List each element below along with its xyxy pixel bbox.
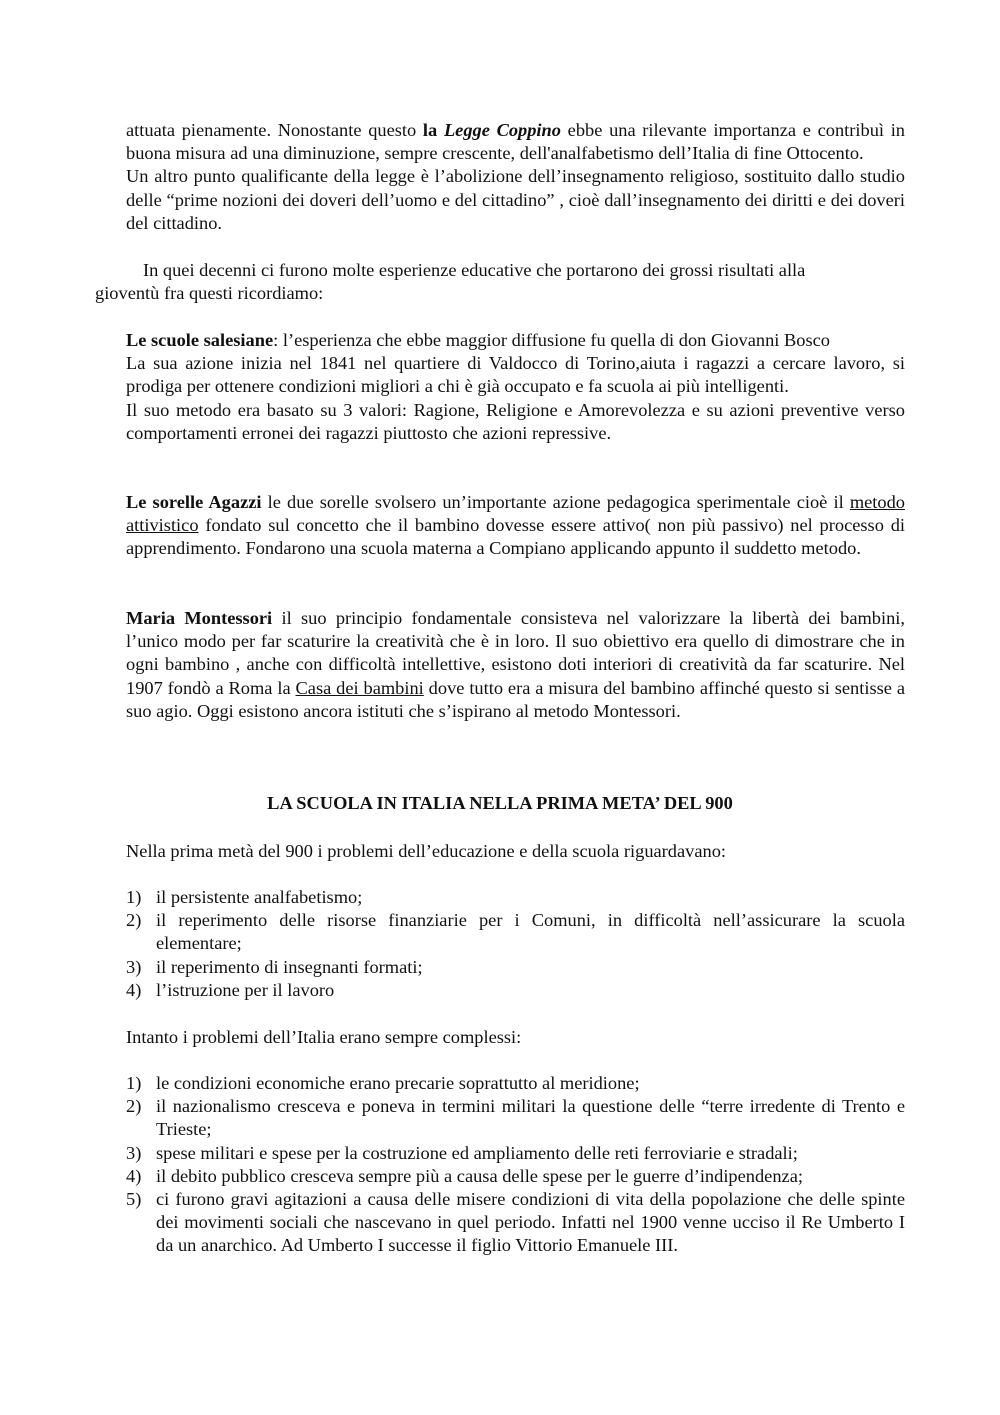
list-item-text: spese militari e spese per la costruzione ed ampliamento delle reti ferroviarie e stradali; — [156, 1142, 798, 1163]
metodo-attivistico-underlined: metodo attivistico — [126, 492, 905, 536]
list-item — [126, 1095, 905, 1141]
agazzi-text: le due sorelle svolsero un’importante azione pedagogica sperimentale cioè il — [261, 492, 850, 512]
list-item-text: l’istruzione per il lavoro — [156, 979, 335, 1000]
intro-paragraph-3-second-line — [95, 282, 905, 305]
agazzi-section — [126, 491, 905, 561]
montessori-paragraph — [126, 607, 905, 723]
list-item-number: 5) — [126, 1189, 142, 1210]
list-item — [126, 979, 905, 1002]
salesiane-paragraph-3: Il suo metodo era basato su 3 valori: Ragione, Religione e Amorevolezza e su azioni preventive verso comportamenti erronei dei ragazzi piuttosto che azioni repressive. — [126, 399, 905, 443]
montessori-heading: Maria Montessori — [126, 608, 273, 628]
list-item-number: 3) — [126, 956, 142, 977]
list-item-number: 1) — [126, 887, 142, 907]
section-intro-2: Intanto i problemi dell’Italia erano sempre complessi: — [126, 1027, 522, 1047]
list-item — [126, 1142, 905, 1165]
list-item-text: ci furono gravi agitazioni a causa delle misere condizioni di vita della popolazione che delle spinte dei movimenti sociali che nascevano in quel periodo. Infatti nel 1900 venne ucciso il Re Umberto I da un anarchico. Ad Umberto I successe il figlio Vittorio Emanuele III. — [156, 1189, 905, 1256]
salesiane-section — [126, 329, 905, 445]
intro-paragraph-3-first-line — [126, 259, 905, 282]
agazzi-text: fondato sul concetto che il bambino dovesse essere attivo( non più passivo) nel processo di apprendimento. Fondarono una scuola materna a Compiano applicando appunto il suddetto metodo. — [126, 515, 905, 559]
list-item-text: il nazionalismo cresceva e poneva in termini militari la questione delle “terre irredente di Trento e Trieste; — [156, 1096, 905, 1140]
section-title: LA SCUOLA IN ITALIA NELLA PRIMA META’ DEL 900 — [267, 793, 733, 813]
intro-text: In quei decenni ci furono molte esperienze educative che portarono dei grossi risultati alla — [143, 260, 806, 280]
list-item-number: 1) — [126, 1073, 142, 1093]
montessori-text: il suo principio fondamentale consisteva nel valorizzare la libertà dei bambini, l’unico modo per far scaturire la creatività che è in loro. Il suo obiettivo era quello di dimostrare che in ogni bambino , anche con difficoltà intellettive, esistono doti interiori di creatività da far scaturire. Nel 1907 fondò a Roma la — [126, 608, 905, 698]
list-item — [126, 1072, 905, 1095]
list-item — [126, 909, 905, 955]
salesiane-heading: Le scuole salesiane — [126, 330, 274, 350]
list-item — [126, 1165, 905, 1188]
list-item-number: 2) — [126, 1096, 142, 1117]
intro-block — [126, 119, 905, 235]
agazzi-paragraph — [126, 491, 905, 561]
intro-text: gioventù fra questi ricordiamo: — [95, 283, 324, 303]
list-item — [126, 1188, 905, 1258]
list-item-number: 2) — [126, 910, 142, 931]
list-item — [126, 956, 905, 979]
intro-text: ebbe una rilevante importanza e contribuì in buona misura ad una diminuzione, sempre crescente, dell'analfabetismo dell’Italia di fine Ottocento. — [126, 120, 905, 164]
law-name: Legge Coppino — [443, 120, 561, 140]
list-item-number: 4) — [126, 1165, 142, 1186]
salesiane-paragraph-2: La sua azione inizia nel 1841 nel quartiere di Valdocco di Torino,aiuta i ragazzi a cercare lavoro, si prodiga per ottenere condizioni migliori a chi è già occupato e fa scuola ai più intelligenti. — [126, 353, 905, 397]
problems-list-2 — [126, 1072, 905, 1258]
casa-dei-bambini-underlined: Casa dei bambini — [295, 677, 424, 698]
list-item-text: il reperimento delle risorse finanziarie per i Comuni, in difficoltà nell’assicurare la scuola elementare; — [156, 910, 905, 954]
montessori-section — [126, 607, 905, 723]
intro-paragraph-2: Un altro punto qualificante della legge è l’abolizione dell’insegnamento religioso, sostituito dallo studio delle “prime nozioni dei doveri dell’uomo e del cittadino” , cioè dall’insegnamento dei diritti e dei doveri del cittadino. — [126, 166, 905, 233]
section-intro-1: Nella prima metà del 900 i problemi dell’educazione e della scuola riguardavano: — [126, 841, 727, 861]
intro-paragraph-1 — [126, 119, 905, 165]
list-item-text: il reperimento di insegnanti formati; — [156, 956, 423, 977]
list-item-number: 4) — [126, 979, 142, 1000]
montessori-text: dove tutto era a misura del bambino affinché questo si sentisse a suo agio. Oggi esistono ancora istituti che s’ispirano al metodo Montessori. — [126, 677, 905, 721]
list-item-text: il persistente analfabetismo; — [156, 887, 363, 907]
bold-article: la — [422, 120, 438, 140]
salesiane-text: : l’esperienza che ebbe maggior diffusione fu quella di don Giovanni Bosco — [273, 330, 830, 350]
problems-list-1 — [126, 886, 905, 1002]
list-item-text: il debito pubblico cresceva sempre più a causa delle spese per le guerre d’indipendenza; — [156, 1165, 803, 1186]
list-item-text: le condizioni economiche erano precarie soprattutto al meridione; — [156, 1073, 640, 1093]
list-item — [126, 886, 905, 909]
list-item-number: 3) — [126, 1142, 142, 1163]
agazzi-heading: Le sorelle Agazzi — [126, 492, 262, 512]
salesiane-line-1 — [126, 329, 905, 352]
intro-text: attuata pienamente. Nonostante questo — [126, 120, 423, 140]
